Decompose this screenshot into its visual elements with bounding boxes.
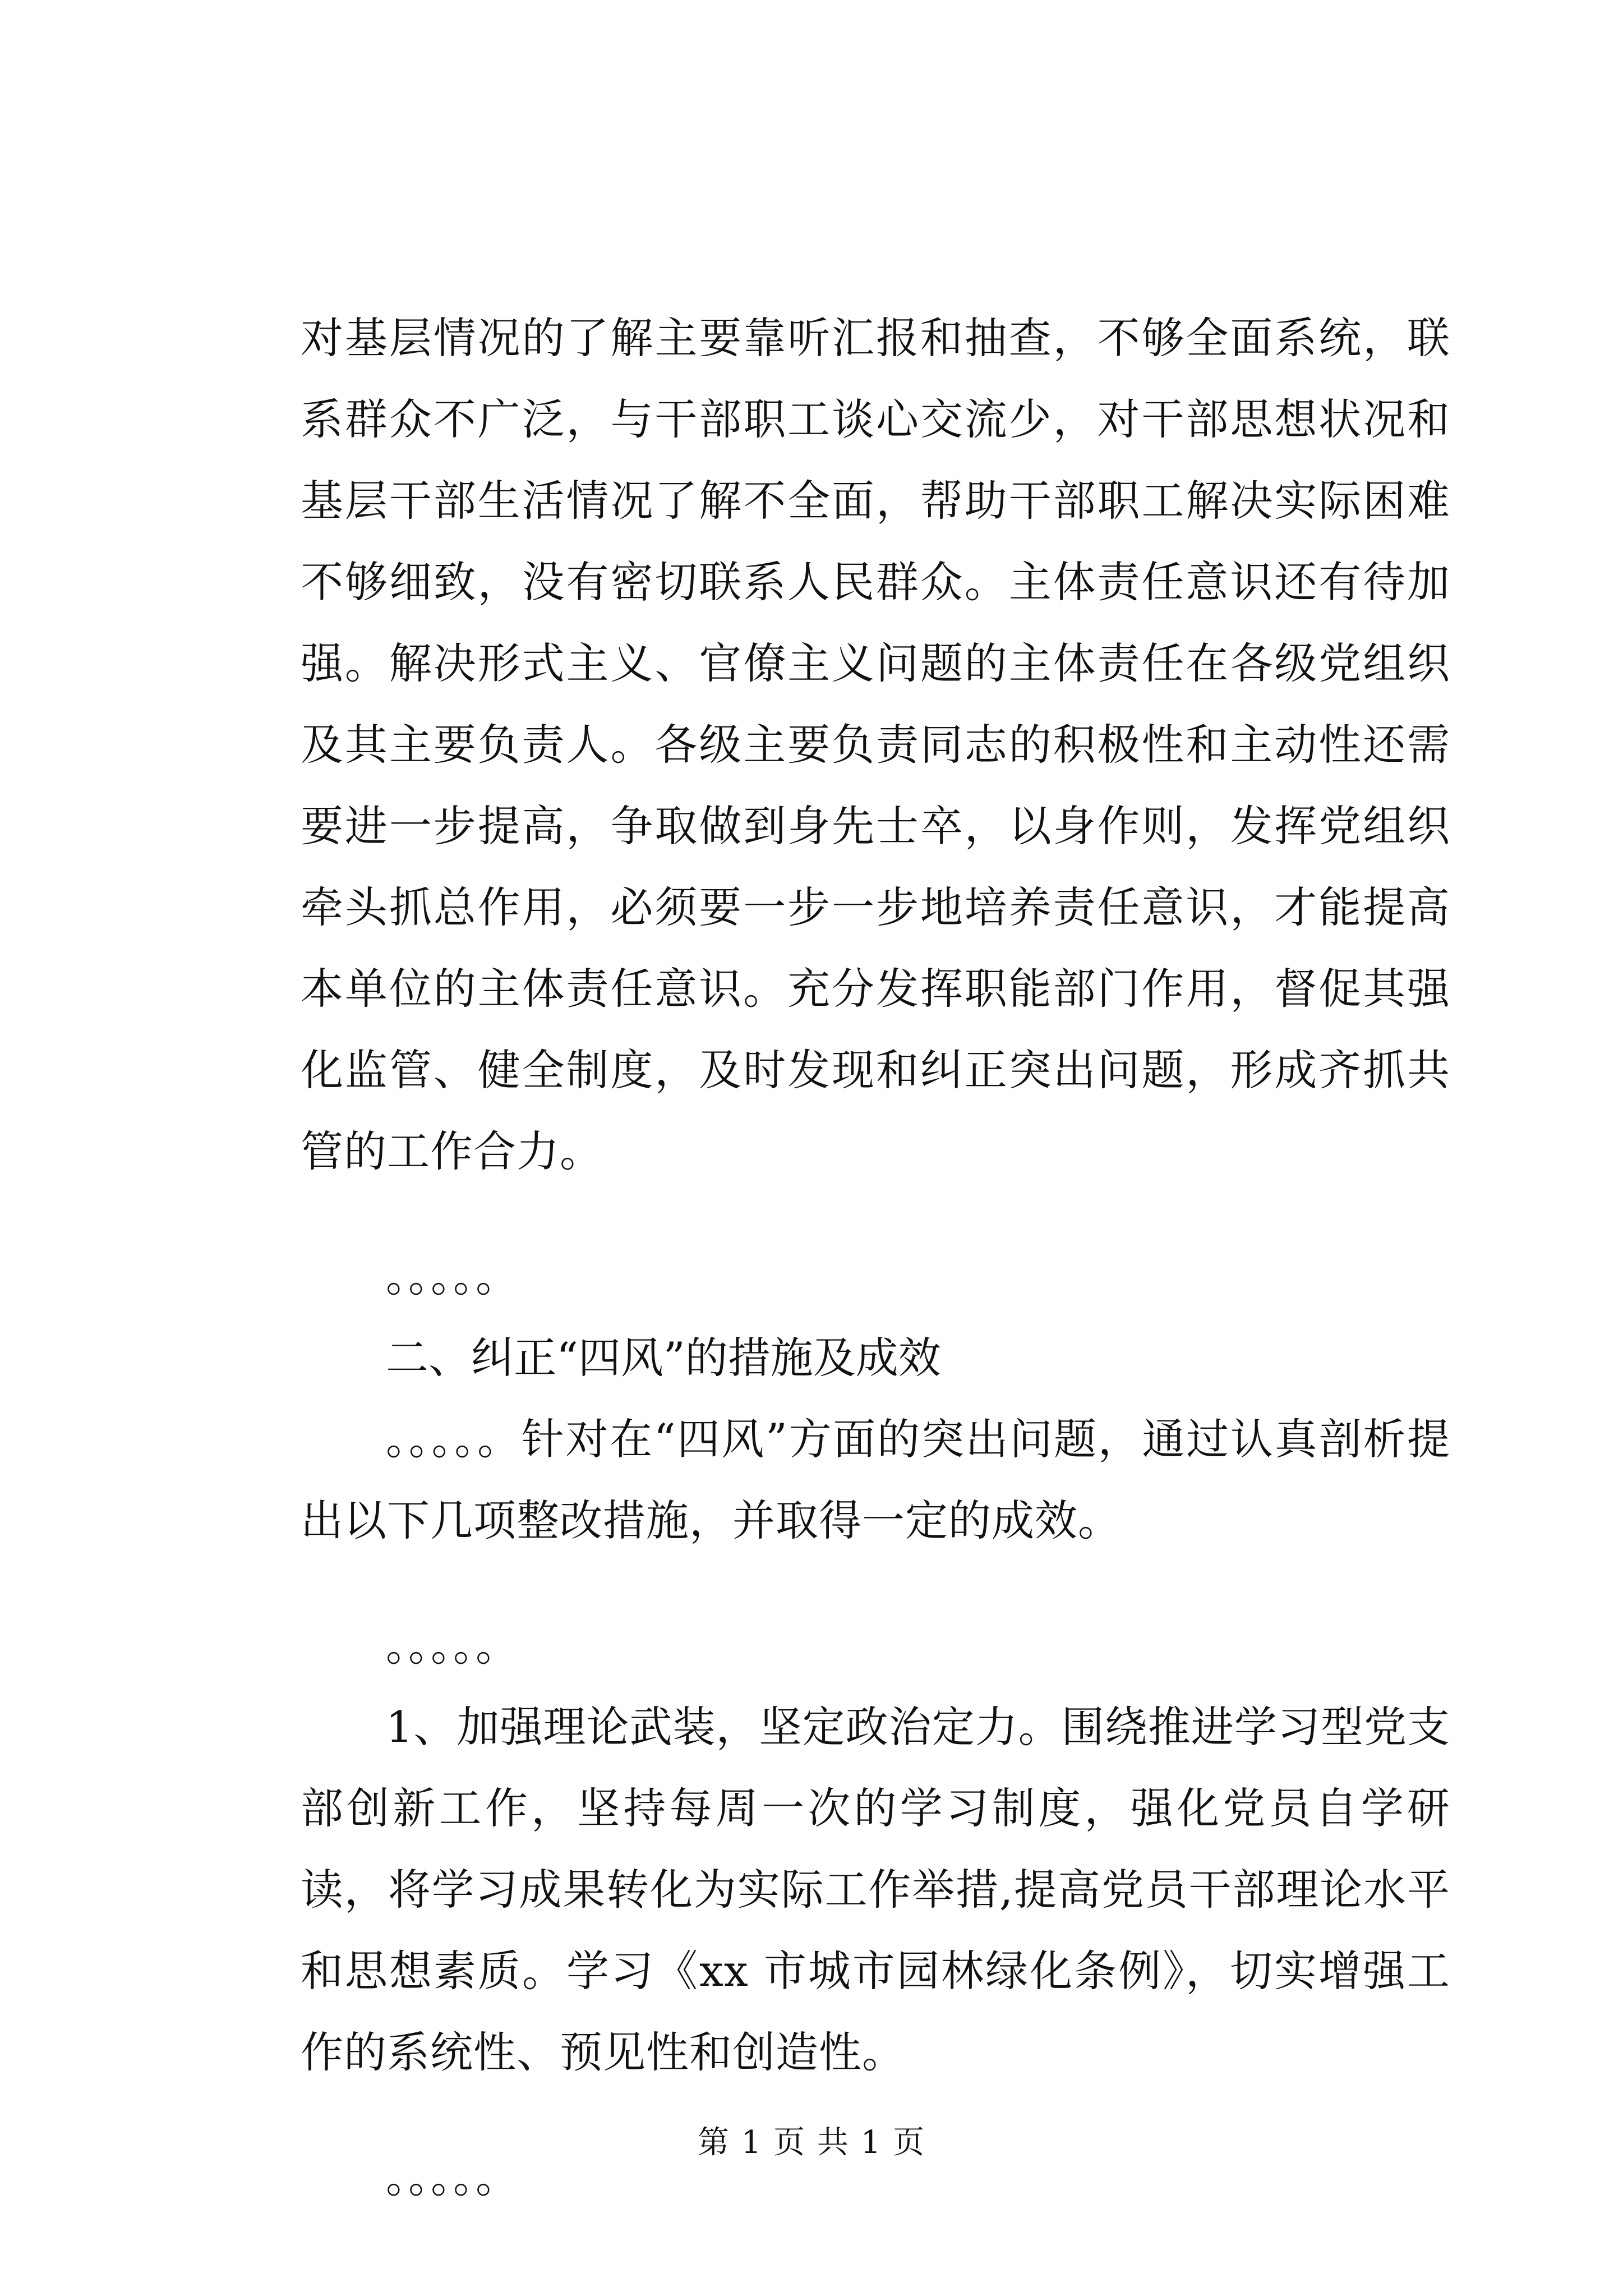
paragraph-theory-study: 1、加强理论武装，坚定政治定力。围绕推进学习型党支部创新工作，坚持每周一次的学习制度，强化党员自学研读，将学习成果转化为实际工作举措,提高党员干部理论水平和思想素质。学习《xx 市城市园林绿化条例》，切实增强工作的系统性、预见性和创造性。 [301,1702,1450,2077]
ellipsis-marker: 。。。。。 [386,1621,519,1671]
document-body [301,297,1450,2218]
ellipsis-marker: 。。。。。 [386,2152,519,2202]
section-heading-two: 二、纠正“四风”的措施及成效 [386,1333,941,1383]
page-footer: 第 1 页 共 1 页 [697,2124,926,2161]
paragraph-grassroots-understanding: 对基层情况的了解主要靠听汇报和抽查，不够全面系统，联系群众不广泛，与干部职工谈心交流少，对干部思想状况和基层干部生活情况了解不全面，帮助干部职工解决实际困难不够细致，没有密切联系人民群众。主体责任意识还有待加强。解决形式主义、官僚主义问题的主体责任在各级党组织及其主要负责人。各级主要负责同志的积极性和主动性还需要进一步提高，争取做到身先士卒，以身作则，发挥党组织牵头抓总作用，必须要一步一步地培养责任意识，才能提高本单位的主体责任意识。充分发挥职能部门作用，督促其强化监管、健全制度，及时发现和纠正突出问题，形成齐抓共管的工作合力。 [301,313,1450,1176]
paragraph-rectification-intro: 。。。。。针对在“四风”方面的突出问题，通过认真剖析提出以下几项整改措施，并取得一定的成效。 [301,1414,1450,1545]
ellipsis-marker: 。。。。。 [386,1251,519,1301]
